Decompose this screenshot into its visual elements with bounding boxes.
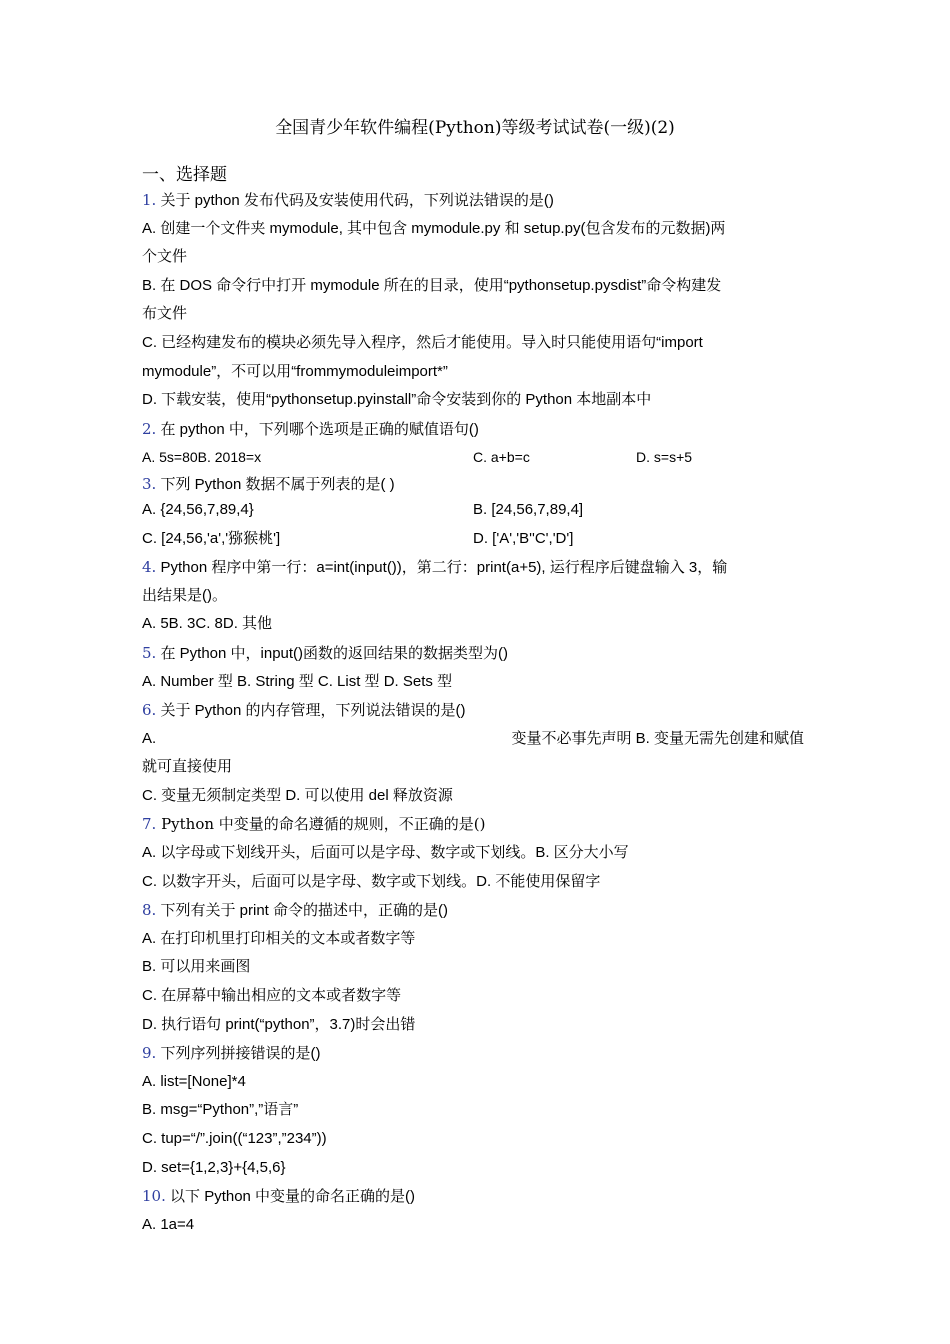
option-d: D. set={1,2,3}+{4,5,6}: [142, 1158, 286, 1176]
option-d: D. ['A','B''C','D']: [473, 529, 574, 547]
option-b-continued: 就可直接使用: [142, 758, 233, 776]
option-a-continued: 个文件: [142, 248, 188, 266]
question-number: 8.: [142, 901, 157, 920]
option-b: B. 在 DOS 命令行中打开 mymodule 所在的目录，使用“pythonsetup.pysdist”命令构建发: [142, 276, 722, 294]
option-c: C. 在屏幕中输出相应的文本或者数字等: [142, 987, 402, 1005]
question-9-stem: [142, 1039, 804, 1068]
section-heading: 一、选择题: [142, 165, 227, 185]
question-number: 10.: [142, 1187, 166, 1206]
options-row: [142, 525, 804, 554]
question-text: 在 Python 中，input()函数的返回结果的数据类型为(): [156, 644, 509, 662]
option-c: C. [24,56,'a','猕猴桃']: [142, 529, 281, 547]
options-row: [142, 496, 804, 525]
question-7-stem: [142, 810, 804, 839]
question-number: 5.: [142, 643, 157, 662]
options-row: A. 5B. 3C. 8D. 其他: [142, 615, 273, 633]
options-row: C. 变量无须制定类型 D. 可以使用 del 释放资源: [142, 786, 453, 804]
question-number: 9.: [142, 1044, 157, 1063]
option-c: C. a+b=c: [473, 449, 530, 466]
question-number: 4.: [142, 558, 157, 577]
question-1-stem: [142, 186, 804, 215]
option-ab: A. 5s=80B. 2018=x: [142, 449, 262, 466]
options-row: [142, 725, 804, 754]
option-d: D. s=s+5: [636, 449, 693, 466]
question-number: 7.: [142, 815, 157, 834]
option-b-continued: 布文件: [142, 305, 188, 323]
option-d: D. 下载安装，使用“pythonsetup.pyinstall”命令安装到你的 Python 本地副本中: [142, 391, 652, 409]
question-text: 下列 Python 数据不属于列表的是( ): [156, 475, 395, 493]
options-row: [142, 443, 804, 472]
question-5-stem: [142, 639, 804, 668]
option-a: A. 创建一个文件夹 mymodule, 其中包含 mymodule.py 和 setup.py(包含发布的元数据)两: [142, 219, 726, 237]
question-8-stem: [142, 896, 804, 925]
question-number: 1.: [142, 191, 157, 209]
option-d: D. 执行语句 print(“python”，3.7)时会出错: [142, 1015, 416, 1033]
option-c: C. tup=“/”.join((“123”,”234”)): [142, 1130, 327, 1147]
question-4-stem-continued: 出结果是()。: [142, 586, 227, 604]
options-row: C. 以数字开头，后面可以是字母、数字或下划线。D. 不能使用保留字: [142, 872, 601, 890]
option-c-continued: mymodule”，不可以用“frommymoduleimport*”: [142, 362, 448, 380]
page-title: 全国青少年软件编程(Python)等级考试试卷(一级)(2): [275, 118, 675, 138]
question-2-stem: [142, 415, 804, 444]
option-b: B. msg=“Python”,”语言”: [142, 1101, 299, 1119]
question-text: 关于 python 发布代码及安装使用代码，下列说法错误的是(): [156, 192, 554, 209]
question-text: 下列有关于 print 命令的描述中，正确的是(): [156, 902, 448, 920]
question-text: 关于 Python 的内存管理，下列说法错误的是(): [156, 702, 466, 720]
question-text: Python 中变量的命名遵循的规则，不正确的是(): [156, 815, 486, 834]
question-text: 下列序列拼接错误的是(): [156, 1045, 321, 1063]
option-a: A. 1a=4: [142, 1215, 195, 1233]
option-a: A. {24,56,7,89,4}: [142, 500, 254, 518]
option-b: B. [24,56,7,89,4]: [473, 500, 584, 518]
question-number: 3.: [142, 474, 157, 493]
option-a-text: 变量不必事先声明 B. 变量无需先创建和赋值: [511, 729, 804, 747]
question-text: Python 程序中第一行：a=int(input())，第二行：print(a+5), 运行程序后键盘输入 3，输: [156, 559, 728, 577]
question-list: [142, 186, 804, 1239]
option-a: A. list=[None]*4: [142, 1072, 246, 1090]
option-c: C. 已经构建发布的模块必须先导入程序，然后才能使用。导入时只能使用语句“import: [142, 333, 703, 351]
question-4-stem: [142, 553, 804, 582]
option-b: B. 可以用来画图: [142, 958, 251, 976]
option-a: A. 在打印机里打印相关的文本或者数字等: [142, 929, 416, 947]
question-6-stem: [142, 696, 804, 725]
option-a-label: A.: [142, 729, 157, 747]
question-number: 2.: [142, 419, 157, 438]
question-text: 在 python 中，下列哪个选项是正确的赋值语句(): [156, 420, 479, 438]
question-number: 6.: [142, 701, 157, 720]
options-row: A. Number 型 B. String 型 C. List 型 D. Sets 型: [142, 672, 453, 690]
question-3-stem: [142, 472, 804, 496]
question-text: 以下 Python 中变量的命名正确的是(): [165, 1188, 416, 1206]
question-10-stem: [142, 1182, 804, 1211]
options-row: A. 以字母或下划线开头，后面可以是字母、数字或下划线。B. 区分大小写: [142, 844, 629, 862]
